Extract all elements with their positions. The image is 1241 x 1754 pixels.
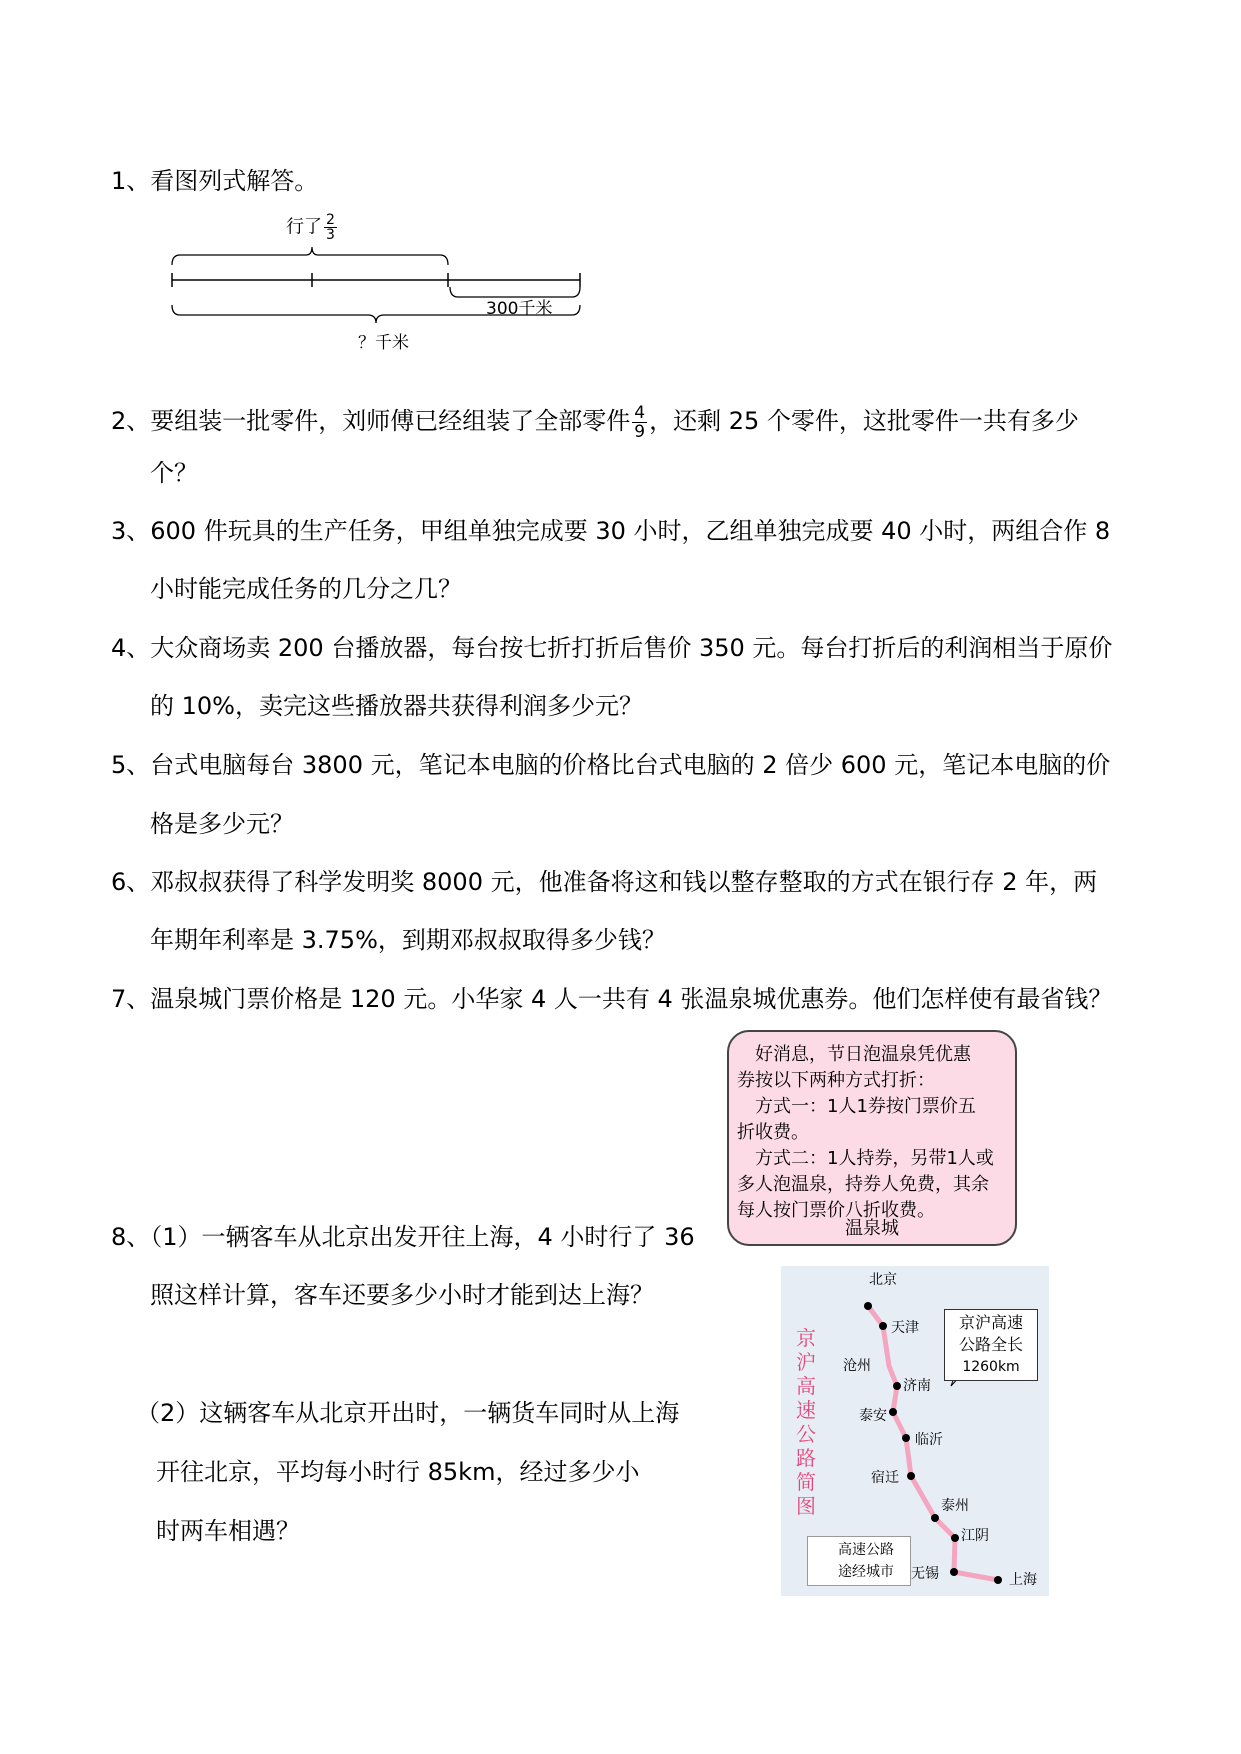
- question-8-part2-line2: 开往北京，平均每小时行 85km，经过多少小: [156, 1458, 640, 1486]
- city-label: 上海: [1009, 1572, 1037, 1588]
- diagram-right-label: 300千米: [486, 299, 553, 319]
- map-title-vertical: 京沪高速公路简图: [796, 1326, 816, 1518]
- question-5-line2: 格是多少元？: [150, 810, 294, 838]
- city-label: 泰州: [941, 1498, 969, 1514]
- question-4-line1: 4、大众商场卖 200 台播放器，每台按七折打折后售价 350 元。每台打折后的利润相当于原价: [111, 634, 1113, 662]
- question-6-line1: 6、邓叔叔获得了科学发明奖 8000 元，他准备将这和钱以整存整取的方式在银行存 2 年，两: [111, 868, 1098, 896]
- city-label: 天津: [891, 1320, 919, 1336]
- map-legend: 高速公路 途经城市: [807, 1536, 911, 1586]
- city-label: 无锡: [911, 1566, 939, 1582]
- question-4-line2: 的 10%，卖完这些播放器共获得利润多少元？: [150, 692, 643, 720]
- question-2-line2: 个？: [150, 459, 198, 487]
- city-label: 临沂: [915, 1432, 943, 1448]
- hot-spring-notice: [727, 1030, 1017, 1246]
- question-8-part2-line3: 时两车相遇？: [156, 1517, 300, 1545]
- notice-signature: 温泉城: [845, 1218, 899, 1239]
- notice-line: 折收费。: [737, 1122, 809, 1143]
- notice-line: 方式二：1人持券，另带1人或: [737, 1148, 994, 1169]
- question-6-line2: 年期年利率是 3.75%，到期邓叔叔取得多少钱？: [150, 926, 666, 954]
- segment-diagram: [160, 205, 600, 365]
- question-1-text: 1、看图列式解答。: [111, 167, 319, 195]
- city-label: 济南: [903, 1378, 931, 1394]
- highway-map: [781, 1266, 1049, 1596]
- notice-line: 每人按门票价八折收费。: [737, 1200, 935, 1221]
- city-label: 沧州: [843, 1358, 871, 1374]
- notice-line: 券按以下两种方式打折：: [737, 1070, 935, 1091]
- question-5-line1: 5、台式电脑每台 3800 元，笔记本电脑的价格比台式电脑的 2 倍少 600 元，笔记本电脑的价: [111, 751, 1111, 779]
- question-3-line2: 小时能完成任务的几分之几？: [150, 575, 462, 603]
- city-label: 宿迁: [871, 1470, 899, 1486]
- question-8-line2: 照这样计算，客车还要多少小时才能到达上海？: [150, 1281, 654, 1309]
- question-8-line1: 8、（1）一辆客车从北京出发开往上海，4 小时行了 36: [111, 1223, 695, 1251]
- question-3-line1: 3、600 件玩具的生产任务，甲组单独完成要 30 小时，乙组单独完成要 40 小时，两组合作 8: [111, 517, 1111, 545]
- diagram-top-label: 行了 $\frac{2}{3}$: [286, 212, 335, 243]
- diagram-bottom-label: ？千米: [358, 333, 409, 353]
- notice-line: 多人泡温泉，持券人免费，其余: [737, 1174, 989, 1195]
- map-info-box: 京沪高速 公路全长 1260km: [944, 1309, 1038, 1381]
- city-label: 江阴: [961, 1528, 989, 1544]
- city-label: 北京: [869, 1272, 897, 1288]
- notice-line: 好消息，节日泡温泉凭优惠: [737, 1044, 971, 1065]
- notice-line: 方式一：1人1券按门票价五: [737, 1096, 976, 1117]
- city-label: 泰安: [859, 1408, 887, 1424]
- question-7-line1: 7、温泉城门票价格是 120 元。小华家 4 人一共有 4 张温泉城优惠券。他们怎样使有最省钱？: [111, 985, 1113, 1013]
- question-2-line1: 2、要组装一批零件，刘师傅已经组装了全部零件 $\frac{4}{9}$ ，还剩 25 个零件，这批零件一共有多少: [111, 402, 1079, 442]
- question-8-part2-line1: （2）这辆客车从北京开出时，一辆货车同时从上海: [136, 1399, 680, 1427]
